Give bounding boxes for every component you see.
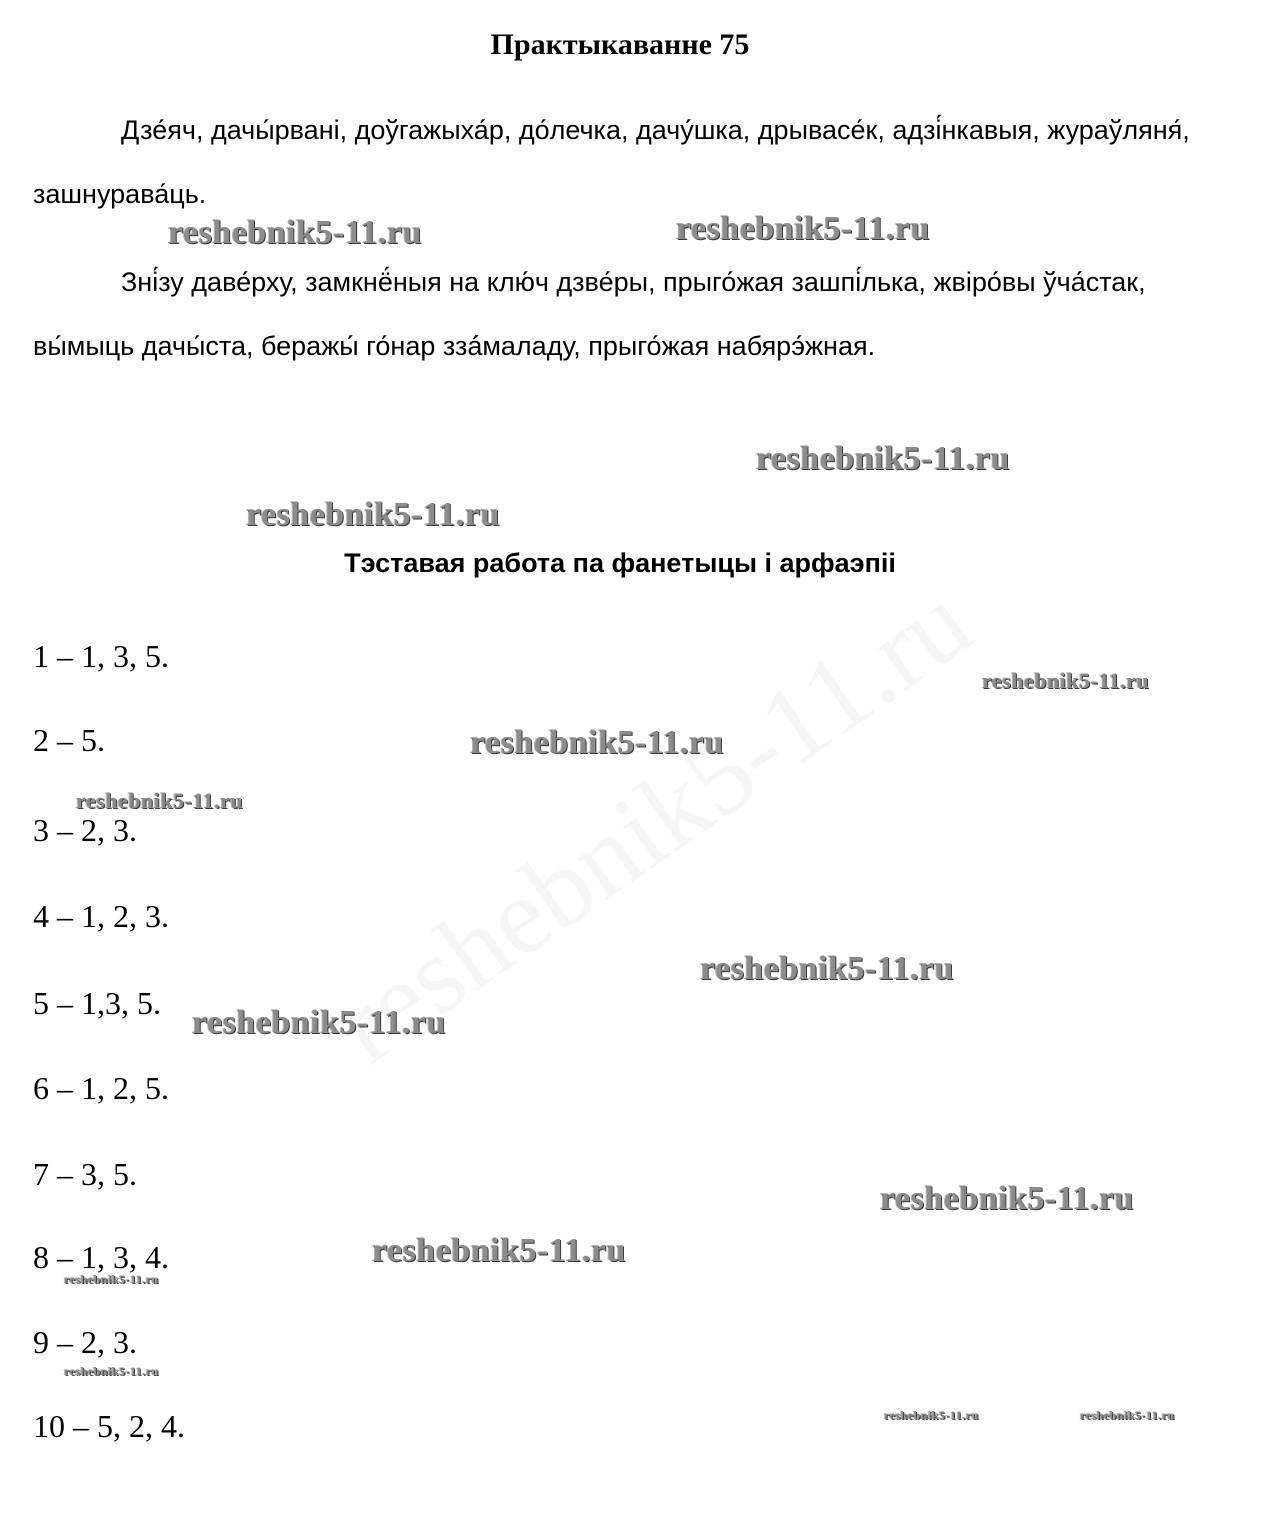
answer-4: 4 – 1, 2, 3. (33, 898, 169, 934)
watermark-stamp: reshebnik5-11.ru (676, 210, 930, 247)
watermark-stamp: reshebnik5-11.ru (168, 214, 422, 251)
watermark-stamp: reshebnik5-11.ru (76, 788, 244, 813)
watermark-stamp: reshebnik5-11.ru (884, 1408, 979, 1422)
answer-3: 3 – 2, 3. (33, 812, 137, 848)
exercise-paragraph-2: Зні́зу даве́рху, замкнё́ныя на клю́ч дзве́ры, прыго́жая зашпі́лька, жвіро́вы ўча́стак, вы́мыць дачы́ста, беражы́ го́нар ззá́маладу, прыго́жая набярэ́жная. (33, 267, 1146, 361)
exercise-paragraph-1: Дзе́яч, дачы́рвані, доўгажыха́р, до́лечка, дачу́шка, дрывасе́к, адзі́нкавыя, жураўляня́, зашнурава́ць. (33, 115, 1190, 209)
answer-6: 6 – 1, 2, 5. (33, 1070, 169, 1106)
watermark-stamp: reshebnik5-11.ru (192, 1004, 446, 1041)
watermark-stamp: reshebnik5-11.ru (64, 1272, 159, 1286)
answer-2: 2 – 5. (33, 722, 105, 758)
answer-10: 10 – 5, 2, 4. (33, 1408, 185, 1444)
watermark-stamp: reshebnik5-11.ru (880, 1180, 1134, 1217)
watermark-stamp: reshebnik5-11.ru (756, 440, 1010, 477)
test-title: Тэставая работа па фанетыцы і арфаэпіі (344, 548, 896, 578)
answer-8: 8 – 1, 3, 4. (33, 1239, 169, 1275)
exercise-title: Практыкаванне 75 (490, 28, 750, 61)
watermark-stamp: reshebnik5-11.ru (64, 1364, 159, 1378)
answer-7: 7 – 3, 5. (33, 1156, 137, 1192)
answer-1: 1 – 1, 3, 5. (33, 638, 169, 674)
watermark-stamp: reshebnik5-11.ru (1080, 1408, 1175, 1422)
watermark-stamp: reshebnik5-11.ru (470, 724, 724, 761)
answer-5: 5 – 1,3, 5. (33, 985, 161, 1021)
watermark-stamp: reshebnik5-11.ru (372, 1232, 626, 1269)
answer-9: 9 – 2, 3. (33, 1324, 137, 1360)
watermark-stamp: reshebnik5-11.ru (982, 668, 1150, 693)
watermark-stamp: reshebnik5-11.ru (246, 496, 500, 533)
watermark-stamp: reshebnik5-11.ru (700, 950, 954, 987)
